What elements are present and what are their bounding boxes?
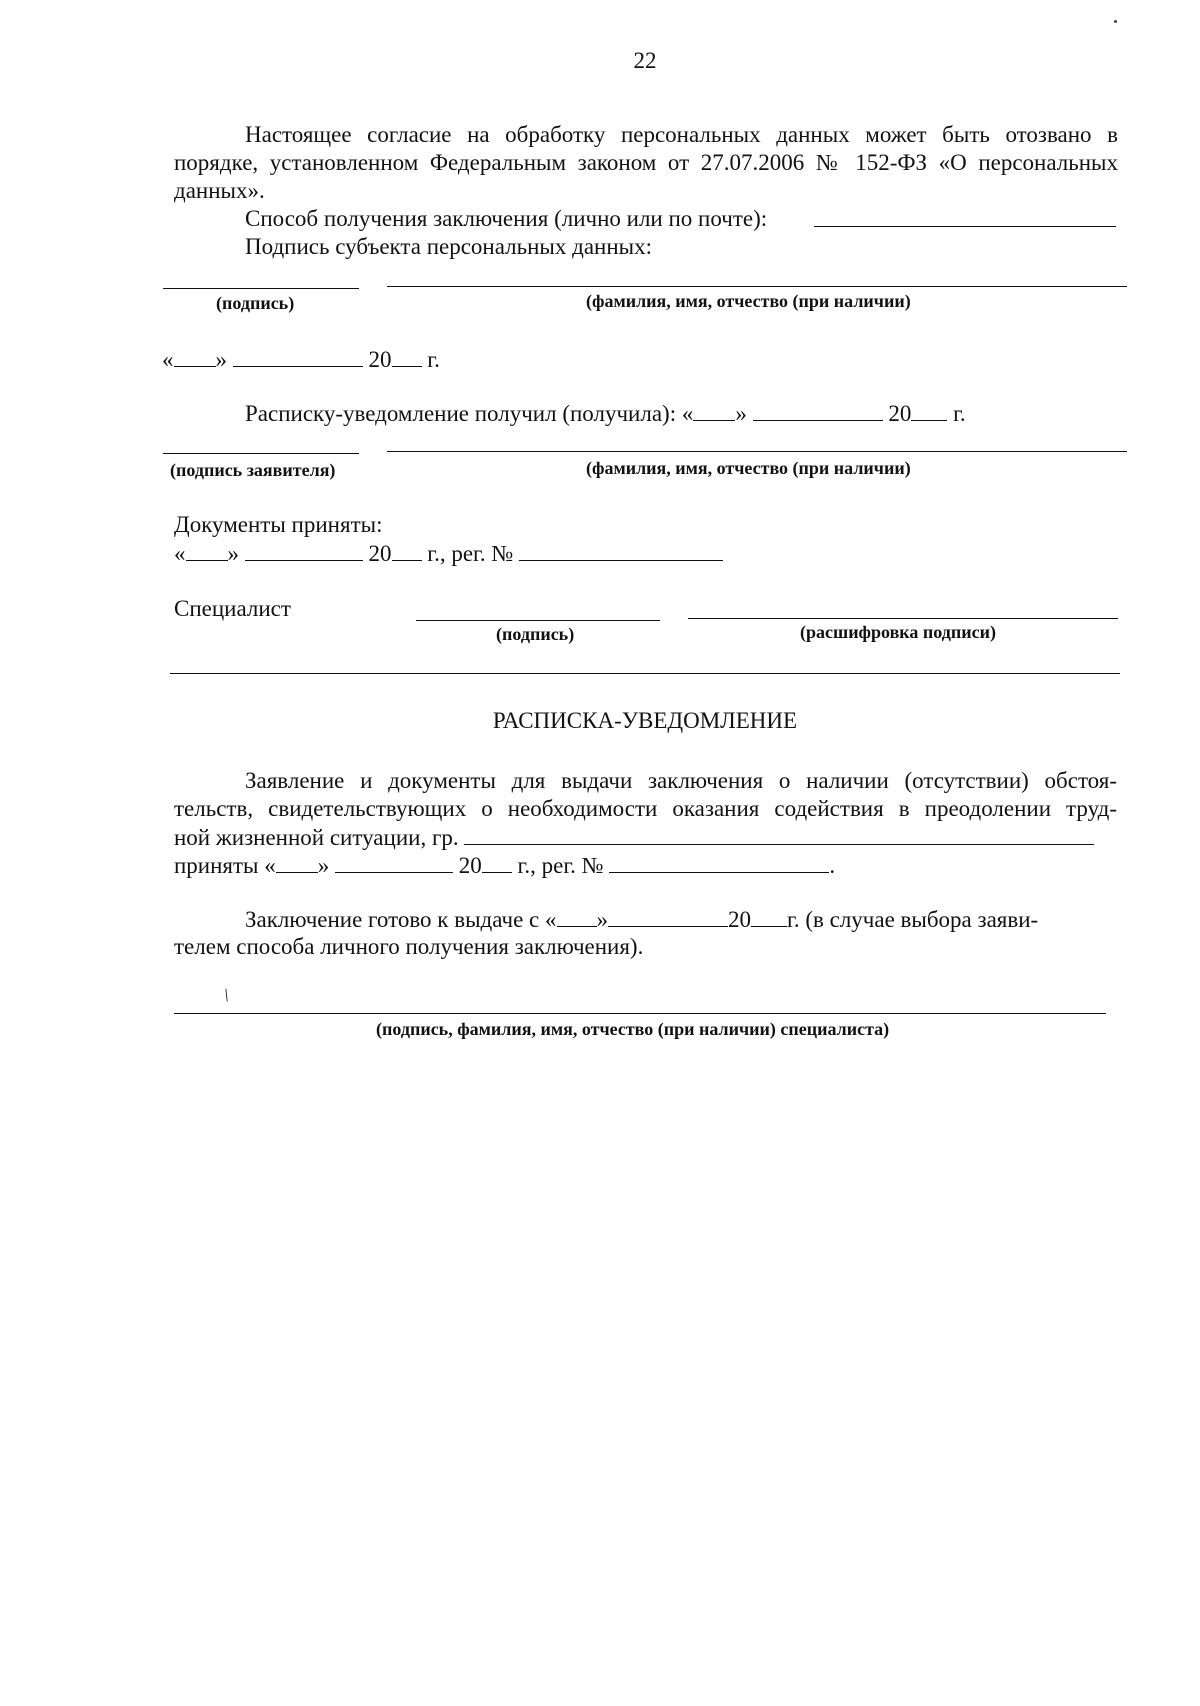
ready-month-field[interactable] <box>608 904 728 927</box>
date-close-quote: » <box>215 347 227 372</box>
notif-accepted-prefix: приняты « <box>174 853 276 878</box>
caption-full-name: (фамилия, имя, отчество (при наличии) <box>586 291 911 311</box>
accepted-day-field[interactable] <box>186 538 228 561</box>
date-open-quote: « <box>162 347 174 372</box>
notif-accepted-month-field[interactable] <box>335 850 453 873</box>
scan-speck <box>1114 20 1117 23</box>
accepted-year-prefix: 20 <box>368 541 392 566</box>
receipt-year-field[interactable] <box>911 398 947 421</box>
caption-decryption: (расшифровка подписи) <box>800 622 996 642</box>
accepted-reg-label: г., рег. № <box>427 541 514 566</box>
applicant-full-name-field[interactable] <box>387 451 1127 452</box>
pen-mark: / <box>220 984 234 1006</box>
documents-accepted-date-line <box>174 538 723 569</box>
notification-line-3 <box>174 822 1094 853</box>
receipt-received-line <box>245 398 966 429</box>
notification-accepted-line <box>174 850 835 881</box>
date-suffix: г. <box>427 347 440 372</box>
specialist-label: Специалист <box>174 596 291 621</box>
accepted-month-field[interactable] <box>245 538 363 561</box>
accepted-close-quote: » <box>227 541 239 566</box>
final-specialist-signature-field[interactable] <box>174 1013 1106 1014</box>
ready-suffix: г. (в случае выбора заяви- <box>787 907 1039 932</box>
date-day-field[interactable] <box>174 344 216 367</box>
notif-accepted-year-prefix: 20 <box>458 853 482 878</box>
delivery-method-label: Способ получения заключения (лично или по почте): <box>245 206 768 231</box>
notif-accepted-reg-number-field[interactable] <box>609 850 829 873</box>
notif-accepted-close-quote: » <box>317 853 330 878</box>
subject-signature-label: Подпись субъекта персональных данных: <box>245 234 653 259</box>
consent-line-3: данных». <box>174 178 265 203</box>
subject-full-name-field[interactable] <box>387 286 1127 287</box>
ready-year-prefix: 20 <box>728 907 752 932</box>
accepted-reg-number-field[interactable] <box>519 538 723 561</box>
date-year-field[interactable] <box>392 344 422 367</box>
ready-line-1 <box>245 904 1038 935</box>
receipt-month-field[interactable] <box>753 398 883 421</box>
notif-accepted-end: . <box>829 853 836 878</box>
notification-line-2: тельств, свидетельствующих о необходимости оказания содействия в преодолении труд- <box>174 796 1117 821</box>
ready-year-field[interactable] <box>751 904 787 927</box>
notification-heading: РАСПИСКА-УВЕДОМЛЕНИЕ <box>492 708 798 733</box>
notif-accepted-reg-label: г., рег. № <box>517 853 604 878</box>
documents-accepted-title: Документы приняты: <box>174 512 383 537</box>
caption-final-specialist: (подпись, фамилия, имя, отчество (при наличии) специалиста) <box>376 1019 890 1039</box>
ready-close-quote: » <box>596 907 609 932</box>
citizen-name-field[interactable] <box>464 822 1094 845</box>
ready-line-2: телем способа личного получения заключения). <box>174 934 644 959</box>
caption-applicant-full-name: (фамилия, имя, отчество (при наличии) <box>586 458 911 478</box>
receipt-day-field[interactable] <box>693 398 735 421</box>
delivery-method-field[interactable] <box>814 226 1116 227</box>
specialist-decryption-field[interactable] <box>688 618 1118 619</box>
caption-applicant-signature: (подпись заявителя) <box>170 460 336 480</box>
receipt-close-quote: » <box>735 401 747 426</box>
receipt-year-prefix: 20 <box>888 401 912 426</box>
ready-day-field[interactable] <box>557 904 597 927</box>
date-year-prefix: 20 <box>368 347 392 372</box>
citizen-label: ной жизненной ситуации, гр. <box>174 825 459 850</box>
ready-prefix: Заключение готово к выдаче с « <box>245 907 557 932</box>
page-number: 22 <box>633 48 657 73</box>
receipt-suffix: г. <box>953 401 966 426</box>
consent-date-line <box>162 344 440 375</box>
applicant-signature-field[interactable] <box>163 453 359 454</box>
date-month-field[interactable] <box>233 344 363 367</box>
notif-accepted-year-field[interactable] <box>482 850 512 873</box>
section-divider <box>170 673 1120 674</box>
caption-signature: (подпись) <box>216 293 295 313</box>
subject-signature-field[interactable] <box>163 288 359 289</box>
consent-line-2: порядке, установленном Федеральным законом от 27.07.2006 № 152-ФЗ «О персональных <box>174 150 1118 175</box>
accepted-open-quote: « <box>174 541 186 566</box>
notification-line-1: Заявление и документы для выдачи заключения о наличии (отсутствии) обстоя- <box>245 768 1117 793</box>
receipt-received-label: Расписку-уведомление получил (получила): « <box>245 401 694 426</box>
specialist-signature-field[interactable] <box>416 620 660 621</box>
accepted-year-field[interactable] <box>392 538 422 561</box>
consent-line-1: Настоящее согласие на обработку персональных данных может быть отозвано в <box>245 122 1118 147</box>
notif-accepted-day-field[interactable] <box>276 850 318 873</box>
caption-specialist-signature: (подпись) <box>496 624 575 644</box>
